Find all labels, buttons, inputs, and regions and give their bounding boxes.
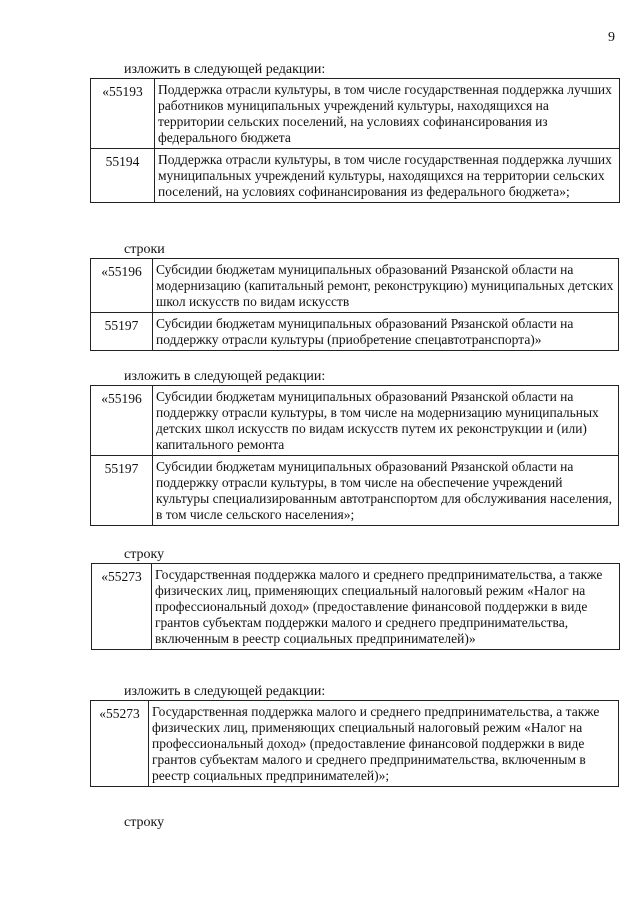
row-label-1: строку — [124, 547, 165, 562]
table-row — [91, 79, 620, 149]
code-table-5 — [90, 700, 619, 787]
edit-instruction-2: изложить в следующей редакции: — [124, 369, 326, 384]
edit-instruction-1: изложить в следующей редакции: — [124, 62, 326, 77]
row-description: Поддержка отрасли культуры, в том числе государственная поддержка лучших работников муниципальных учреждений культуры, находящихся на территории сельских поселений, на условиях софинансирования из федерального бюджета — [155, 79, 620, 149]
row-description: Поддержка отрасли культуры, в том числе государственная поддержка лучших муниципальных учреждений культуры, находящихся на территории сельских поселений, на условиях софинансирования из федерального бюджета»; — [155, 149, 620, 203]
row-description: Субсидии бюджетам муниципальных образований Рязанской области на поддержку отрасли культуры (приобретение спецавтотранспорта)» — [153, 313, 619, 351]
table-row — [91, 259, 619, 313]
table-row — [91, 456, 619, 526]
table-row — [91, 701, 619, 787]
page-number: 9 — [608, 30, 615, 45]
row-description: Субсидии бюджетам муниципальных образований Рязанской области на модернизацию (капитальный ремонт, реконструкцию) муниципальных детских школ искусств по видам искусств — [153, 259, 619, 313]
edit-instruction-3: изложить в следующей редакции: — [124, 684, 326, 699]
code-table-2 — [90, 258, 619, 351]
code-table-1 — [90, 78, 620, 203]
row-code: «55273 — [92, 564, 152, 650]
table-row — [91, 386, 619, 456]
row-code: 55197 — [91, 456, 153, 526]
table-row — [91, 149, 620, 203]
row-code: «55196 — [91, 386, 153, 456]
rows-label: строки — [124, 242, 165, 257]
row-description: Субсидии бюджетам муниципальных образований Рязанской области на поддержку отрасли культуры, в том числе на модернизацию муниципальных детских школ искусств по видам искусств путем их реконструкции и (или) капитального ремонта — [153, 386, 619, 456]
code-table-4 — [91, 563, 620, 650]
row-code: «55196 — [91, 259, 153, 313]
code-table-3 — [90, 385, 619, 526]
table-row — [91, 313, 619, 351]
row-code: 55194 — [91, 149, 155, 203]
row-code: «55193 — [91, 79, 155, 149]
row-description: Государственная поддержка малого и среднего предпринимательства, а также физических лиц, применяющих специальный налоговый режим «Налог на профессиональный доход» (предоставление финансовой поддержки в виде грантов субъектам малого и среднего предпринимательства, включенным в реестр социальных предпринимателей)»; — [149, 701, 619, 787]
row-code: «55273 — [91, 701, 149, 787]
row-label-2: строку — [124, 815, 165, 830]
table-row — [92, 564, 620, 650]
row-description: Субсидии бюджетам муниципальных образований Рязанской области на поддержку отрасли культуры, в том числе на обеспечение учреждений культуры специализированным автотранспортом для обслуживания населения, в том числе сельского населения»; — [153, 456, 619, 526]
row-description: Государственная поддержка малого и среднего предпринимательства, а также физических лиц, применяющих специальный налоговый режим «Налог на профессиональный доход» (предоставление финансовой поддержки в виде грантов субъектам поддержки малого и среднего предпринимательства, включенным в реестр социальных предпринимателей)» — [152, 564, 620, 650]
row-code: 55197 — [91, 313, 153, 351]
